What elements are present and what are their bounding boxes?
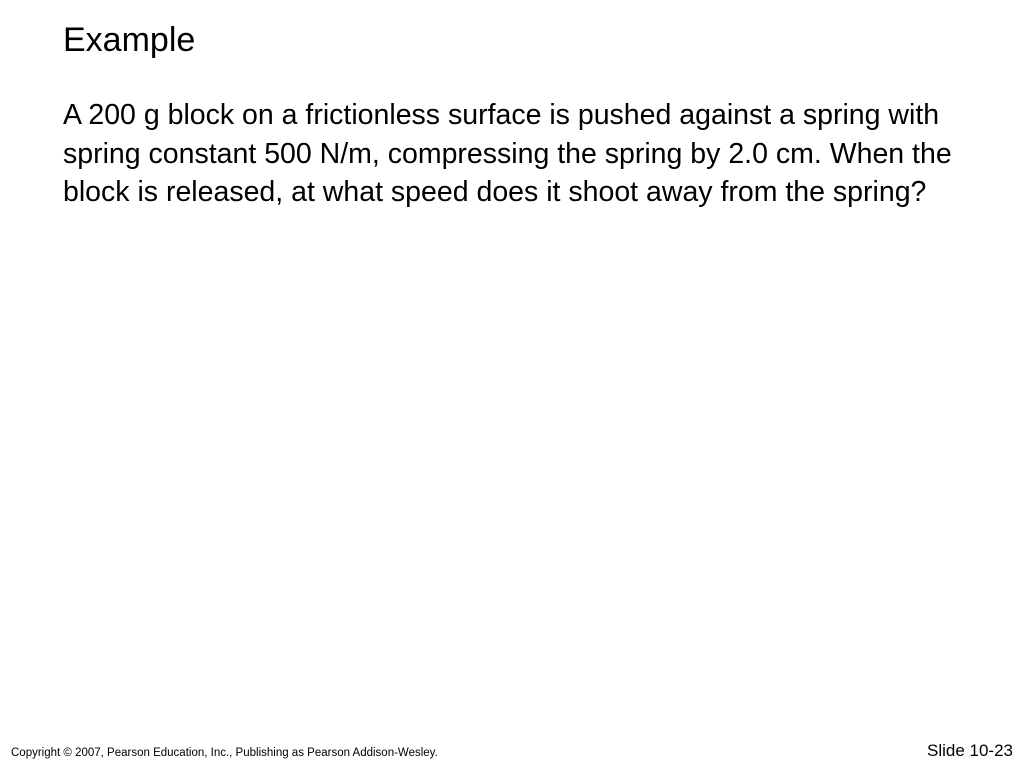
copyright-notice: Copyright © 2007, Pearson Education, Inc., Publishing as Pearson Addison-Wesley.	[11, 747, 438, 759]
slide-number: Slide 10-23	[926, 741, 1013, 760]
problem-text: A 200 g block on a frictionless surface is pushed against a spring with spring constant 500 N/m, compressing the spring by 2.0 cm. When the block is released, at what speed does it shoot away from the spring?	[63, 99, 952, 208]
slide-title: Example	[63, 21, 196, 59]
